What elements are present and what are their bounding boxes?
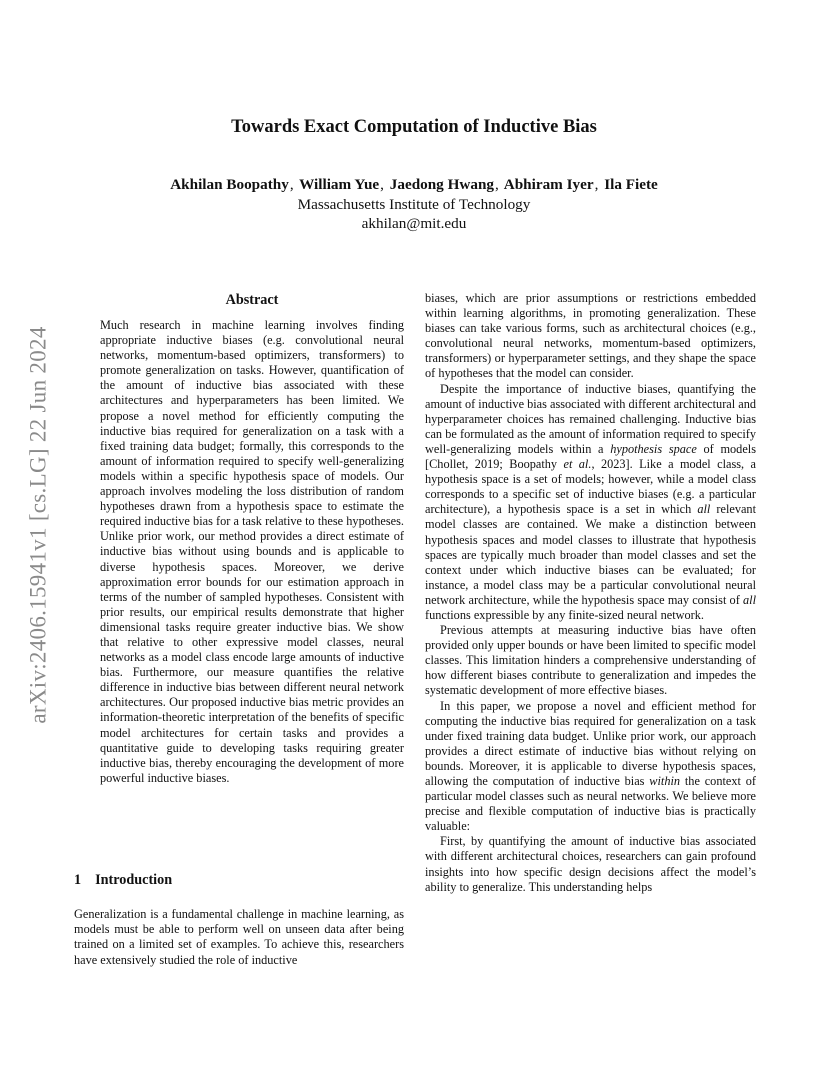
author-separator: , xyxy=(289,176,294,193)
paragraph-text: , 2023]. Like a model class, a hypothesis space is a set of models; however, while a model class corresponds to a specific set of inductive biases (e.g. a particular architecture), a hypothesis space is a set in which xyxy=(425,457,756,517)
section-heading-introduction xyxy=(74,872,172,889)
author-list xyxy=(0,176,828,194)
paragraph-text: the context of particular model classes such as neural networks. We believe more precise and flexible computation of inductive bias is practically valuable: xyxy=(425,774,756,834)
author-name: Abhiram Iyer xyxy=(503,176,594,193)
abstract-heading: Abstract xyxy=(225,292,279,308)
arxiv-side-identifier xyxy=(24,290,54,760)
affiliation: Massachusetts Institute of Technology xyxy=(297,196,531,213)
emphasis-text: et al. xyxy=(563,457,592,472)
section-number: 1 xyxy=(74,872,82,888)
paragraph: First, by quantifying the amount of inductive bias associated with different architectural choices, researchers can gain profound insights into how specific design decisions affect the model’s ability to generalize. This understanding helps xyxy=(425,834,756,894)
section-title: Introduction xyxy=(95,872,173,888)
author-email: akhilan@mit.edu xyxy=(361,215,467,232)
paragraph-text: functions expressible by any finite-sized neural network. xyxy=(425,607,704,622)
right-column xyxy=(425,291,756,895)
arxiv-identifier-text: arXiv:2406.15941v1 [cs.LG] 22 Jun 2024 xyxy=(26,326,51,724)
introduction-paragraph xyxy=(74,895,404,980)
emphasis-text: within xyxy=(649,774,681,788)
abstract-text: Much research in machine learning involves finding appropriate inductive biases (e.g. convolutional neural networks, momentum-based optimizers, transformers) to promote generalization on tasks. However, quantification of the amount of inductive bias associated with these architectures and hyperparameters has been limited. We propose a novel method for efficiently computing the inductive bias required for generalization on a task with a fixed training data budget; formally, this corresponds to the amount of information required to specify well-generalizing models within a specific hypothesis space of models. Our approach involves modeling the loss distribution of random hypotheses drawn from a hypothesis space to estimate the required inductive bias for a task relative to these hypotheses. Unlike prior work, our method provides a direct estimate of inductive bias without using bounds and is applicable to diverse hypothesis spaces. Moreover, we derive approximation error bounds for our estimation approach in terms of the number of sampled hypotheses. Consistent with prior results, our empirical results demonstrate that higher dimensional tasks require greater inductive bias. We show that relative to other expressive model classes, neural networks as a model class encode large amounts of inductive bias. Furthermore, our measure quantifies the relative difference in inductive bias between different neural network architectures. Our proposed inductive bias metric provides an information-theoretic interpretation of the benefits of specific model architectures for certain tasks and provides a quantitative guide to developing tasks requiring greater inductive bias, thereby encouraging the development of more powerful inductive biases. xyxy=(100,318,404,785)
emphasis-text: hypothesis space xyxy=(610,441,697,456)
emphasis-text: all xyxy=(697,502,711,517)
author-name: Jaedong Hwang xyxy=(389,176,494,193)
paragraph-text: Despite the importance of inductive biases, quantifying the amount of inductive bias associated with different architectural and hyperparameter choices has remained challenging. Inductive bias can be formulated as the amount of information required to specify well-generalizing models within a xyxy=(425,381,756,456)
paragraph: Previous attempts at measuring inductive bias have often provided only upper bounds or have been limited to specific model classes. This limitation hinders a comprehensive understanding of how different biases contribute to generalization and impedes the systematic development of more effective biases. xyxy=(425,623,756,698)
author-name: Ila Fiete xyxy=(604,176,658,193)
abstract-body xyxy=(100,318,404,786)
paragraph: biases, which are prior assumptions or restrictions embedded within learning algorithms, in promoting generalization. These biases can take various forms, such as architectural choices (e.g., convolutional neural networks, momentum-based optimizers, transformers) or hyperparameter settings, and they shape the space of hypotheses that the model can consider. xyxy=(425,291,756,381)
paragraph xyxy=(425,382,756,624)
author-separator: , xyxy=(594,176,599,193)
author-separator: , xyxy=(380,176,384,193)
introduction-text: Generalization is a fundamental challenge in machine learning, as models must be able to perform well on unseen data after being trained on a limited set of examples. To achieve this, researchers have extensively studied the role of inductive xyxy=(74,907,404,967)
author-name: Akhilan Boopathy xyxy=(170,176,289,193)
paragraph-text: relevant model classes are contained. We make a distinction between hypothesis spaces and model classes to illustrate that hypothesis spaces are typically much broader than model classes and set the context under which inductive biases can be evaluated; for instance, a model class may be a particular convolutional neural network architecture, while the hypothesis space may consist of xyxy=(425,502,756,607)
paragraph-text: In this paper, we propose a novel and efficient method for computing the inductive bias required for generalization on a task under fixed training data budget. Unlike prior work, our approach provides a direct estimate of inductive bias without relying on bounds. Moreover, it is applicable to diverse hypothesis spaces, allowing the computation of inductive bias xyxy=(425,698,756,788)
paragraph xyxy=(425,699,756,835)
paper-title: Towards Exact Computation of Inductive Bias xyxy=(231,117,597,137)
author-name: William Yue xyxy=(299,176,380,193)
emphasis-text: all xyxy=(743,592,756,607)
paragraph-text: of models [Chollet, 2019; Boopathy xyxy=(425,441,756,472)
author-separator: , xyxy=(495,176,499,193)
